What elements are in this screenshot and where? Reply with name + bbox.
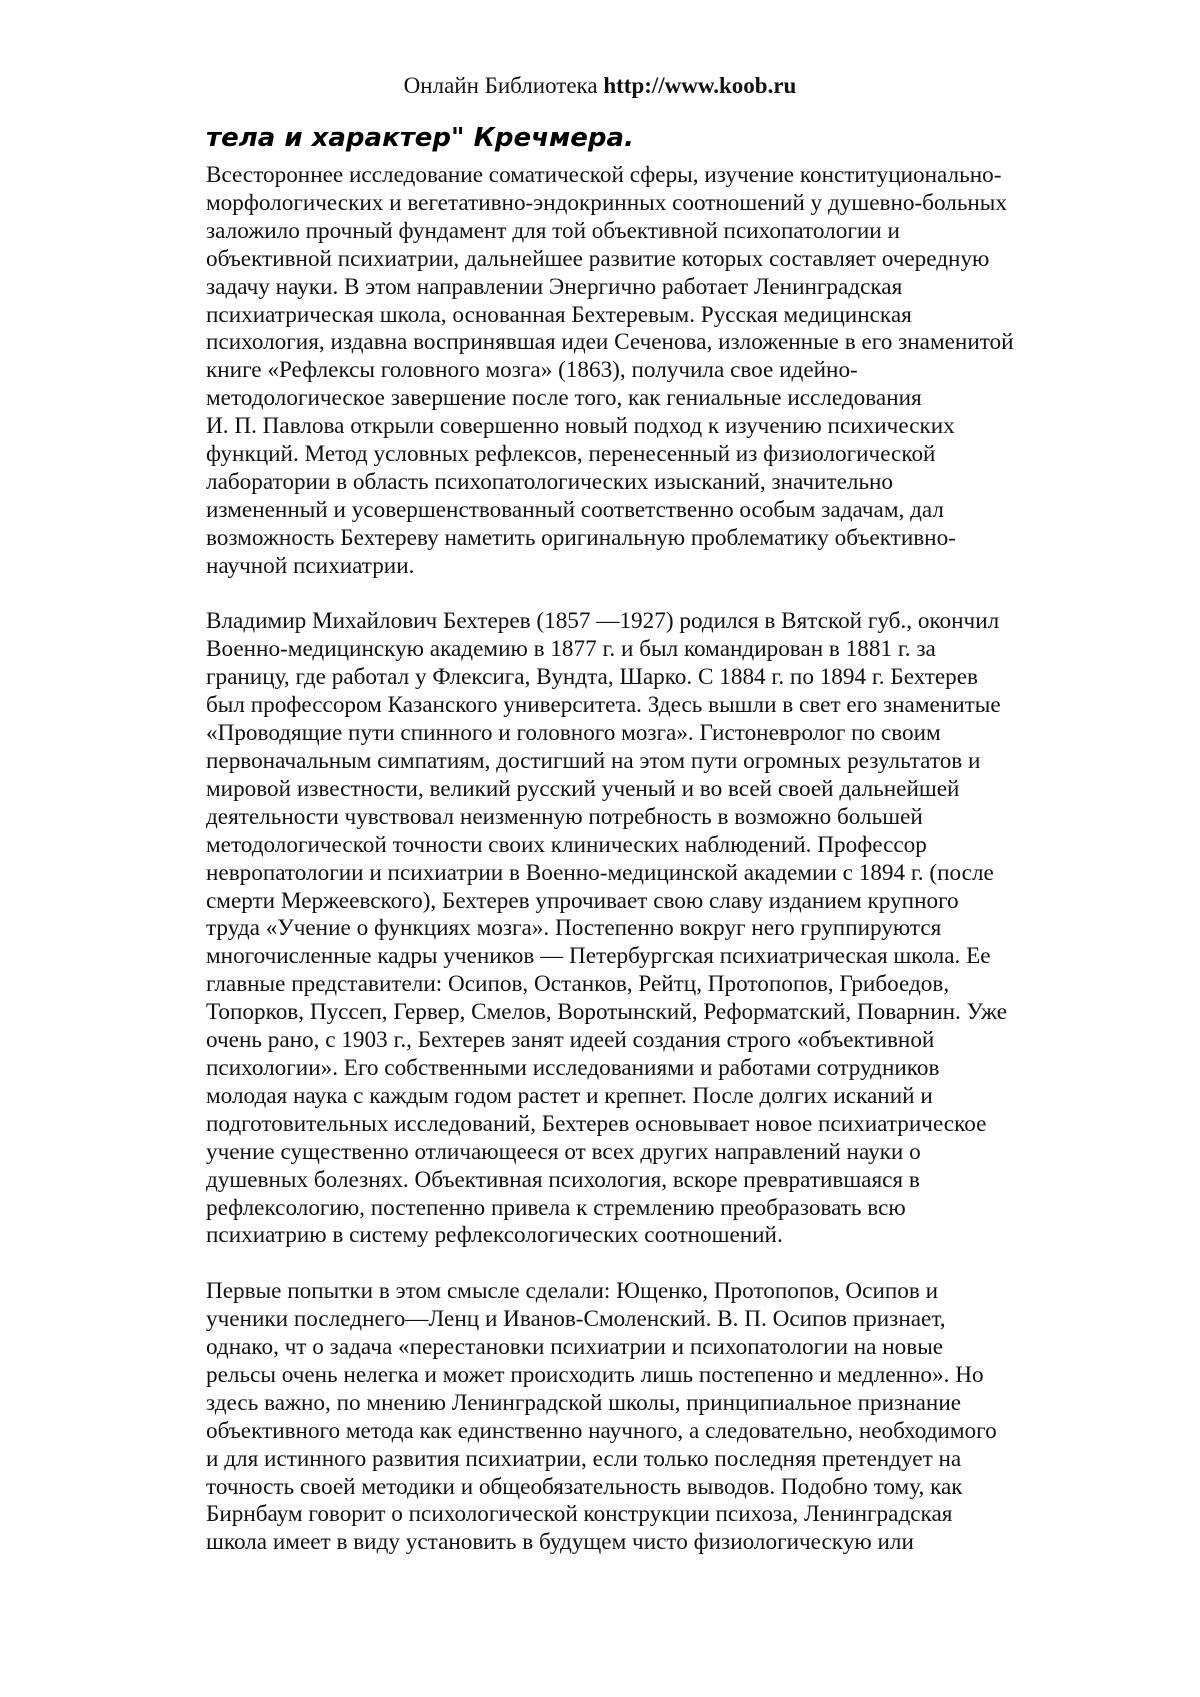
text-line: деятельности чувствовал неизменную потребность в возможно большей bbox=[206, 803, 923, 830]
text-line: психиатрию в систему рефлексологических соотношений. bbox=[206, 1222, 783, 1249]
text-line: Первые попытки в этом смысле сделали: Ющенко, Протопопов, Осипов и bbox=[206, 1278, 939, 1305]
text-line: подготовительных исследований, Бехтерев основывает новое психиатрическое bbox=[206, 1110, 987, 1137]
paragraph bbox=[206, 608, 1086, 1250]
text-line: Всестороннее исследование соматической сферы, изучение конституционально- bbox=[206, 162, 1002, 188]
text-line: рельсы очень нелегка и может происходить лишь постепенно и медленно». Но bbox=[206, 1361, 984, 1388]
paragraph bbox=[206, 1278, 1086, 1557]
text-line: психологии». Его собственными исследованиями и работами сотрудников bbox=[206, 1054, 940, 1081]
text-line: смерти Мержеевского), Бехтерев упрочивает свою славу изданием крупного bbox=[206, 887, 959, 914]
text-line: измененный и усовершенствованный соответственно особым задачам, дал bbox=[206, 496, 944, 523]
paragraph bbox=[206, 162, 1086, 581]
text-line: И. П. Павлова открыли совершенно новый подход к изучению психических bbox=[206, 413, 955, 440]
text-line: задачу науки. В этом направлении Энергично работает Ленинградская bbox=[206, 273, 903, 300]
text-line: методологической точности своих клинических наблюдений. Профессор bbox=[206, 831, 927, 858]
text-line: Топорков, Пуссеп, Гервер, Смелов, Воротынский, Реформатский, Поварнин. Уже bbox=[206, 999, 1008, 1026]
text-line: душевных болезнях. Объективная психология, вскоре превратившаяся в bbox=[206, 1166, 920, 1193]
text-line: психология, издавна воспринявшая идеи Сеченова, изложенные в его знаменитой bbox=[206, 329, 1014, 356]
text-line: труда «Учение о функциях мозга». Постепенно вокруг него группируются bbox=[206, 915, 942, 942]
text-line: объективного метода как единственно научного, а следовательно, необходимого bbox=[206, 1417, 997, 1444]
text-line: главные представители: Осипов, Останков, Рейтц, Протопопов, Грибоедов, bbox=[206, 971, 950, 998]
text-line: методологическое завершение после того, как гениальные исследования bbox=[206, 385, 922, 412]
text-line: невропатологии и психиатрии в Военно-медицинской академии с 1894 г. (после bbox=[206, 859, 994, 886]
text-line: научной психиатрии. bbox=[206, 552, 415, 579]
text-line: возможность Бехтереву наметить оригинальную проблематику объективно- bbox=[206, 524, 956, 551]
text-line: Бирнбаум говорит о психологической конструкции психоза, Ленинградская bbox=[206, 1501, 953, 1528]
text-line: молодая наука с каждым годом растет и крепнет. После долгих исканий и bbox=[206, 1082, 933, 1109]
text-line: мировой известности, великий русский ученый и во всей своей дальнейшей bbox=[206, 775, 960, 802]
text-line: многочисленные кадры учеников — Петербургская психиатрическая школа. Ее bbox=[206, 943, 991, 970]
text-line: заложило прочный фундамент для той объективной психопатологии и bbox=[206, 217, 900, 244]
body-text bbox=[206, 162, 1086, 1585]
text-line: Владимир Михайлович Бехтерев (1857 —1927) родился в Вятской губ., окончил bbox=[206, 608, 1000, 635]
text-line: психиатрическая школа, основанная Бехтеревым. Русская медицинская bbox=[206, 301, 912, 328]
text-line: морфологических и вегетативно-эндокринных соотношений у душевно-больных bbox=[206, 189, 1007, 216]
text-line: книге «Рефлексы головного мозга» (1863), получила свое идейно- bbox=[206, 357, 858, 384]
text-line: границу, где работал у Флексига, Вундта, Шарко. С 1884 г. по 1894 г. Бехтерев bbox=[206, 664, 978, 691]
text-line: и для истинного развития психиатрии, если только последняя претендует на bbox=[206, 1445, 962, 1472]
text-line: Военно-медицинскую академию в 1877 г. и был командирован в 1881 г. за bbox=[206, 636, 936, 663]
text-line: был профессором Казанского университета. Здесь вышли в свет его знаменитые bbox=[206, 692, 1001, 719]
text-line: школа имеет в виду установить в будущем чисто физиологическую или bbox=[206, 1529, 914, 1556]
section-heading: тела и характер" Кречмера. bbox=[206, 123, 634, 153]
text-line: однако, чт о задача «перестановки психиатрии и психопатологии на новые bbox=[206, 1334, 944, 1361]
text-line: ученики последнего—Ленц и Иванов-Смоленский. В. П. Осипов признает, bbox=[206, 1306, 946, 1333]
header-library-name: Онлайн Библиотека bbox=[403, 73, 598, 98]
text-line: рефлексологию, постепенно привела к стремлению преобразовать всю bbox=[206, 1194, 906, 1221]
page-header bbox=[0, 72, 1200, 100]
text-line: функций. Метод условных рефлексов, перенесенный из физиологической bbox=[206, 441, 936, 468]
text-line: лаборатории в область психопатологических изысканий, значительно bbox=[206, 468, 894, 495]
text-line: «Проводящие пути спинного и головного мозга». Гистоневролог по своим bbox=[206, 720, 941, 747]
text-line: первоначальным симпатиям, достигший на этом пути огромных результатов и bbox=[206, 748, 981, 775]
text-line: очень рано, с 1903 г., Бехтерев занят идеей создания строго «объективной bbox=[206, 1027, 935, 1054]
text-line: объективной психиатрии, дальнейшее развитие которых составляет очередную bbox=[206, 245, 990, 272]
text-line: точность своей методики и общеобязательность выводов. Подобно тому, как bbox=[206, 1473, 963, 1500]
text-line: учение существенно отличающееся от всех других направлений науки о bbox=[206, 1138, 921, 1165]
text-line: здесь важно, по мнению Ленинградской школы, принципиальное признание bbox=[206, 1389, 962, 1416]
header-url-link[interactable]: http://www.koob.ru bbox=[603, 73, 797, 98]
